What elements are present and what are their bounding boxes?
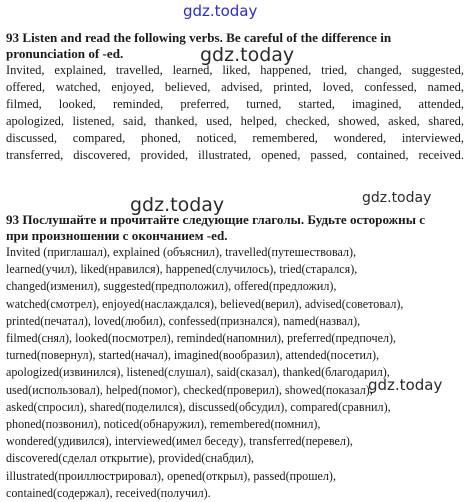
exercise-heading-line: 93 Listen and read the following verbs. Be careful of the difference in bbox=[6, 30, 392, 45]
exercise-heading-line: при произношении с окончанием -ed. bbox=[6, 228, 228, 243]
verb-list-line: Invited, explained, travelled, learned, liked, happened, tried, changed, suggested, bbox=[6, 63, 464, 77]
exercise-english bbox=[6, 30, 464, 165]
translation-line: learned(учил), liked(нравился), happened(случилось), tried(старался), bbox=[6, 262, 358, 277]
translation-line: Invited (приглашал), explained (объяснил), travelled(путешествовал), bbox=[6, 245, 357, 259]
watermark-top: gdz.today bbox=[183, 2, 258, 20]
translation-line: changed(изменил), suggested(предположил), offered(предложил), bbox=[6, 279, 337, 294]
translation-line: discovered(сделал открытие), provided(снабдил), bbox=[6, 451, 255, 466]
exercise-russian bbox=[6, 212, 464, 502]
translation-line: apologized(извинился), listened(слушал), said(сказал), thanked(благодарил), bbox=[6, 365, 390, 380]
watermark: gdz.today bbox=[362, 190, 432, 206]
translation-line: asked(спросил), shared(поделился), discussed(обсудил), compared(сравнил), bbox=[6, 399, 391, 414]
translation-line: printed(печатал), loved(любил), confessed(признался), named(назвал), bbox=[6, 313, 361, 328]
watermark: gdz.today bbox=[200, 44, 295, 66]
exercise-heading-line: 93 Послушайте и прочитайте следующие глаголы. Будьте осторожны с bbox=[6, 212, 426, 227]
translation-line: wondered(удивился), interviewed(имел беседу), transferred(перевел), bbox=[6, 434, 353, 449]
verb-list-line: transferred, discovered, provided, illustrated, opened, passed, contained, received. bbox=[6, 148, 464, 163]
watermark: gdz.today bbox=[130, 194, 225, 216]
exercise-heading-line: pronunciation of -ed. bbox=[6, 46, 124, 61]
verb-list-line: apologized, listened, said, thanked, used, helped, checked, showed, asked, shared, bbox=[6, 114, 464, 129]
watermark: gdz.today bbox=[368, 376, 443, 394]
translation-line: turned(повернул), started(начал), imagined(вообразил), attended(посетил), bbox=[6, 348, 380, 363]
translation-line: phoned(позвонил), noticed(обнаружил), remembered(помнил), bbox=[6, 417, 321, 432]
verb-list-line: offered, watched, enjoyed, believed, advised, printed, loved, confessed, named, bbox=[6, 80, 464, 95]
translation-line: used(использовал), helped(помог), checked(проверил), showed(показал), bbox=[6, 382, 373, 397]
verb-list-line: discussed, compared, phoned, noticed, remembered, wondered, interviewed, bbox=[6, 131, 464, 146]
translation-line: filmed(снял), looked(посмотрел), reminded(напомнил), preferred(предпочел), bbox=[6, 331, 397, 346]
translation-line: contained(содержал), received(получил). bbox=[6, 485, 211, 500]
verb-list-line: filmed, looked, reminded, preferred, turned, started, imagined, attended, bbox=[6, 97, 464, 112]
translation-line: watched(смотрел), enjoyed(наслаждался), believed(верил), advised(советовал), bbox=[6, 296, 404, 311]
translation-line: illustrated(проиллюстрировал), opened(открыл), passed(прошел), bbox=[6, 468, 336, 483]
